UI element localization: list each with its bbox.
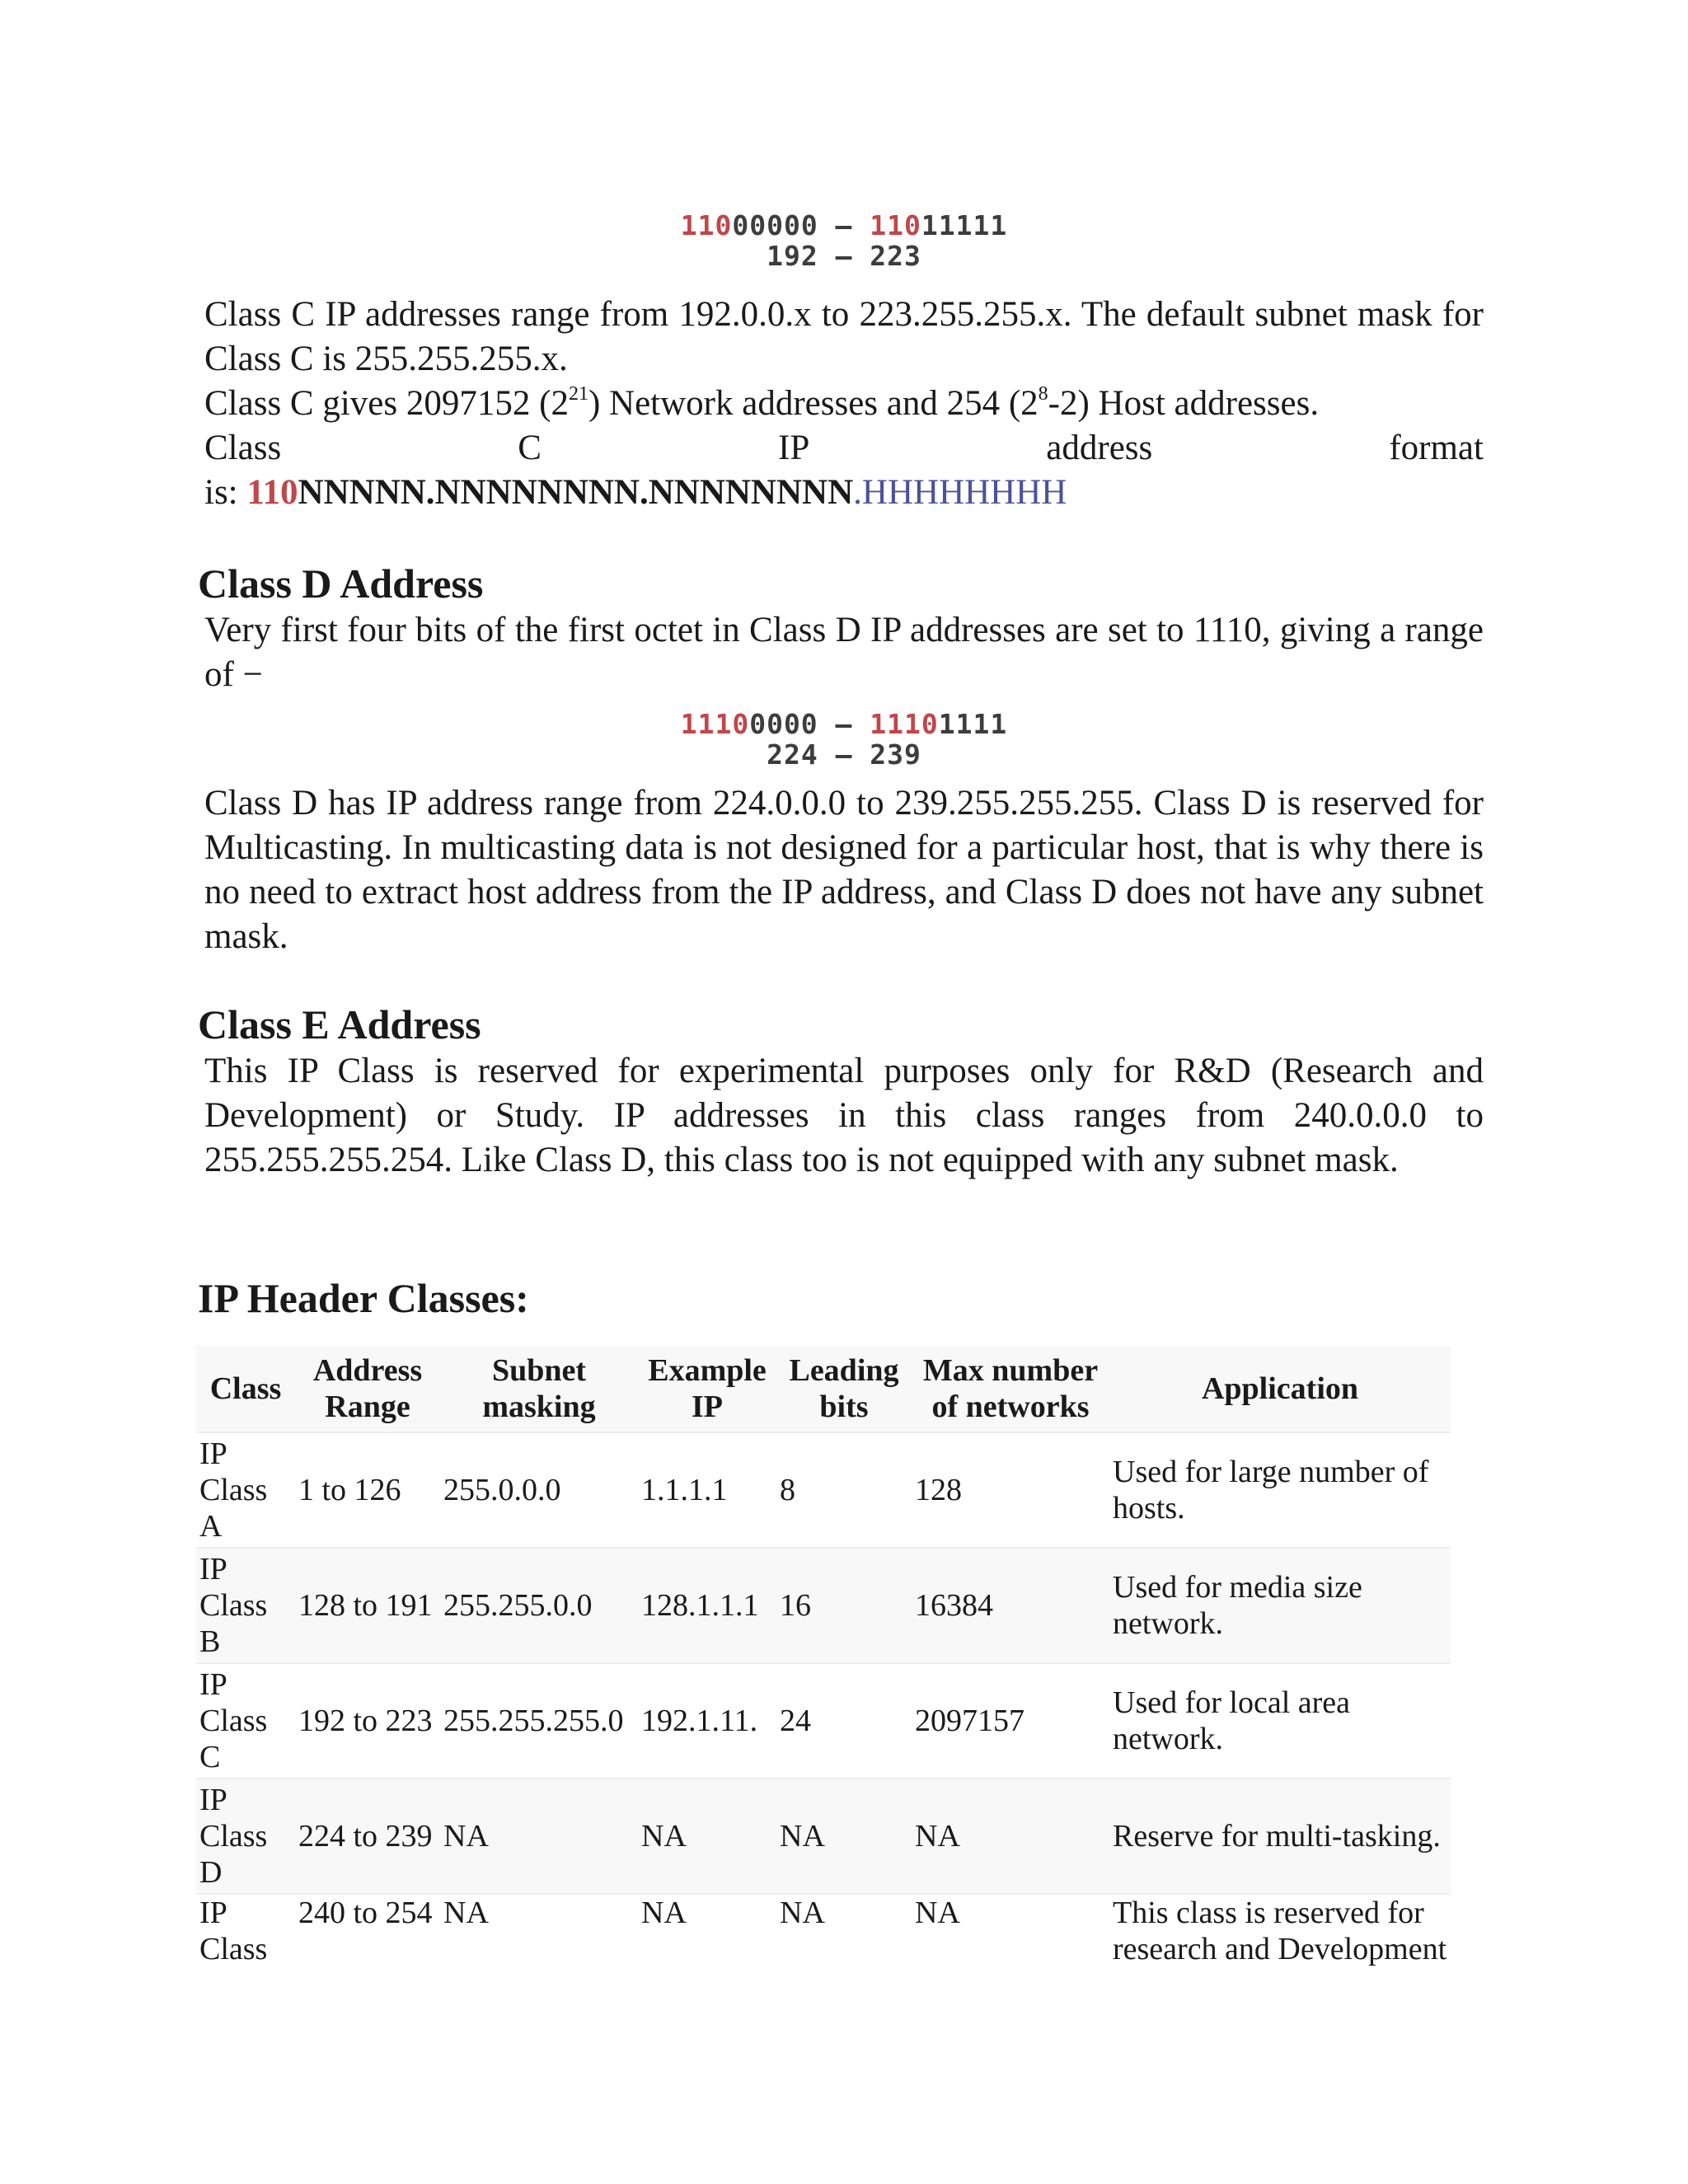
table-row: [196, 1548, 1451, 1663]
cell-leading-bits: 8: [780, 1473, 795, 1507]
cell-example-ip: NA: [641, 1896, 687, 1930]
cell-class: IP Class A: [199, 1436, 268, 1544]
column-header-max-networks: Max number of networks: [912, 1346, 1109, 1432]
cell-subnet-mask: 255.255.0.0: [443, 1588, 593, 1623]
cell-class: IP Class B: [199, 1552, 268, 1659]
cell-application: This class is reserved for research and Development: [1113, 1896, 1447, 1966]
cell-application: Reserve for multi-tasking.: [1113, 1819, 1441, 1854]
column-header-class: Class: [196, 1346, 295, 1432]
cell-example-ip: 192.1.11.: [641, 1704, 758, 1738]
cell-address-range: 240 to 254: [298, 1896, 433, 1930]
ip-classes-table: [196, 1346, 1451, 1971]
cell-leading-bits: 16: [780, 1588, 811, 1623]
cell-leading-bits: NA: [780, 1896, 825, 1930]
class-c-binary-range: 11000000 – 11011111: [680, 209, 1008, 241]
class-d-heading: Class D Address: [198, 560, 484, 607]
cell-application: Used for local area network.: [1113, 1685, 1351, 1756]
class-c-range-paragraph: Class C IP addresses range from 192.0.0.x to 223.255.255.x. The default subnet mask for Class C is 255.255.255.x.: [204, 295, 1484, 378]
class-c-range-figure: [0, 210, 1688, 271]
class-c-gives-paragraph: Class C gives 2097152 $(2^{21})$ Network addresses and 254 $(2^8-2)$ Host addresses.: [204, 383, 1320, 423]
class-c-decimal-range: 192 – 223: [767, 240, 921, 272]
cell-class: IP Class C: [199, 1667, 268, 1774]
class-d-body: Class D has IP address range from 224.0.0.0 to 239.255.255.255. Class D is reserved for Multicasting. In multicasting data is not designed for a particular host, that is why there is no need to extract host address from the IP address, and Class D does not have any subnet mask.: [204, 784, 1484, 956]
cell-max-networks: 128: [915, 1473, 962, 1507]
table-row: [196, 1663, 1451, 1779]
column-header-leading-bits: Leading bits: [776, 1346, 912, 1432]
cell-address-range: 224 to 239: [298, 1819, 433, 1854]
cell-application: Used for media size network.: [1113, 1570, 1362, 1641]
table-row: [196, 1894, 1451, 1971]
ip-header-heading: IP Header Classes:: [198, 1275, 529, 1321]
column-header-application: Application: [1109, 1346, 1451, 1432]
cell-example-ip: 1.1.1.1: [641, 1473, 728, 1507]
cell-address-range: 1 to 126: [298, 1473, 401, 1507]
class-d-decimal-range: 224 – 239: [767, 738, 921, 771]
cell-example-ip: NA: [641, 1819, 687, 1854]
class-d-binary-range: 11100000 – 11101111: [680, 708, 1008, 740]
cell-application: Used for large number of hosts.: [1113, 1455, 1429, 1526]
cell-max-networks: NA: [915, 1819, 960, 1854]
cell-class: IP Class: [199, 1896, 268, 1966]
cell-address-range: 192 to 223: [298, 1704, 433, 1738]
table-header-row: [196, 1346, 1451, 1432]
class-e-body: This IP Class is reserved for experimental purposes only for R&D (Research and Development) or Study. IP addresses in this class ranges from 240.0.0.0 to 255.255.255.254. Like Class D, this class too is not equipped with any subnet mask.: [204, 1052, 1484, 1179]
cell-leading-bits: NA: [780, 1819, 825, 1854]
column-header-subnet-masking: Subnet masking: [440, 1346, 638, 1432]
table-row: [196, 1779, 1451, 1894]
cell-subnet-mask: 255.255.255.0: [443, 1704, 624, 1738]
cell-class: IP Class D: [199, 1783, 268, 1890]
cell-max-networks: 2097157: [915, 1704, 1025, 1738]
cell-address-range: 128 to 191: [298, 1588, 433, 1623]
class-c-format-line: Class C IP address format: [204, 429, 1484, 467]
cell-max-networks: NA: [915, 1896, 960, 1930]
column-header-example-ip: Example IP: [638, 1346, 776, 1432]
cell-subnet-mask: NA: [443, 1896, 489, 1930]
cell-max-networks: 16384: [915, 1588, 993, 1623]
class-d-intro: Very first four bits of the first octet in Class D IP addresses are set to 1110, giving a range of −: [204, 611, 1484, 694]
cell-subnet-mask: NA: [443, 1819, 489, 1854]
cell-subnet-mask: 255.0.0.0: [443, 1473, 561, 1507]
table-row: [196, 1432, 1451, 1548]
column-header-address-range: Address Range: [295, 1346, 440, 1432]
class-c-format-value: is: 110NNNNN.NNNNNNNN.NNNNNNNN.HHHHHHHH: [204, 473, 1067, 512]
cell-leading-bits: 24: [780, 1704, 811, 1738]
cell-example-ip: 128.1.1.1: [641, 1588, 759, 1623]
class-d-range-figure: [0, 709, 1688, 770]
class-e-heading: Class E Address: [198, 1001, 481, 1047]
